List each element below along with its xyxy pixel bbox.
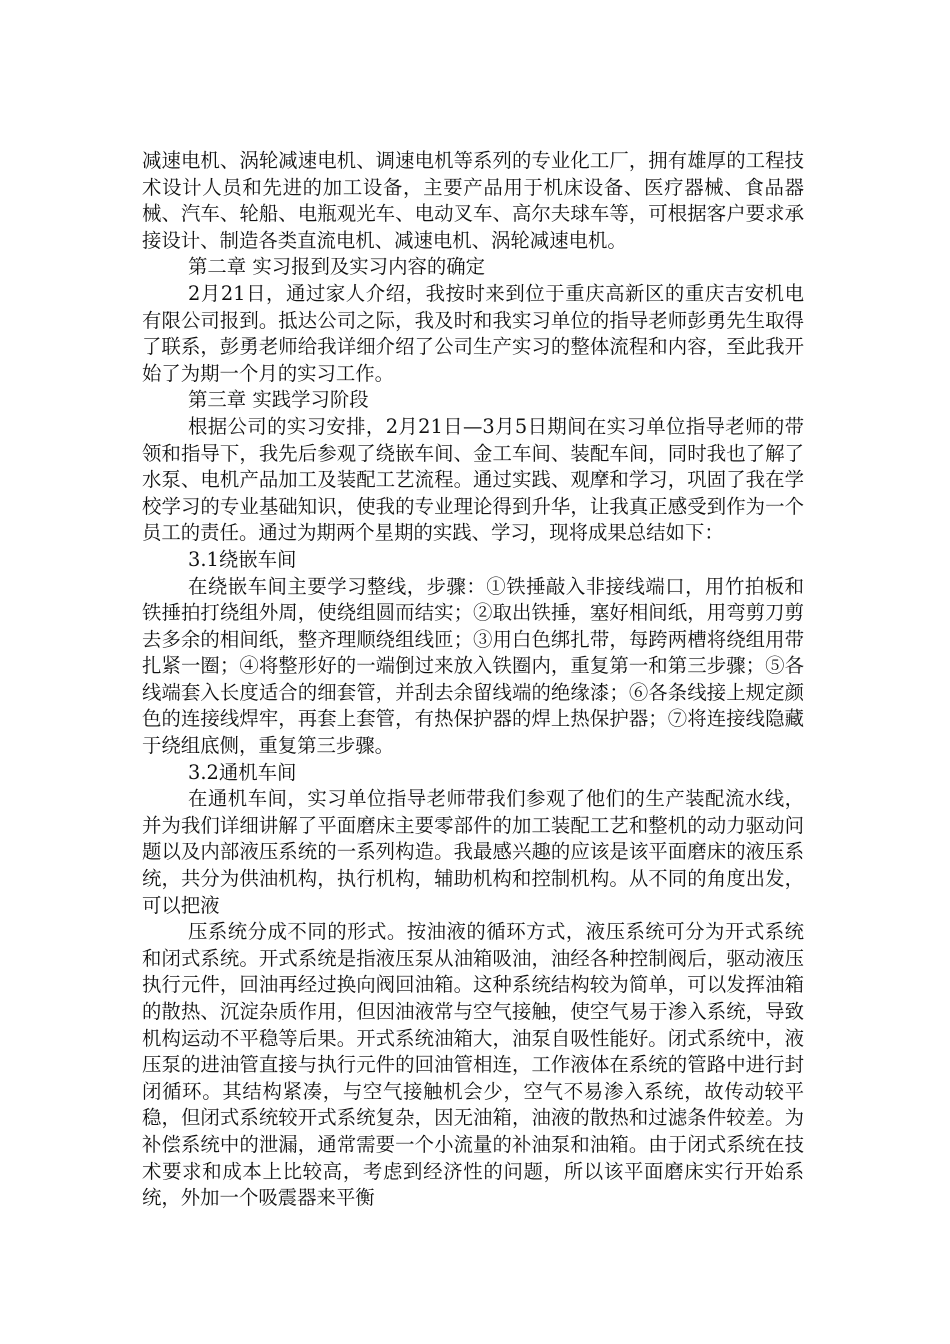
document-body <box>142 148 804 1212</box>
paragraph-hydraulic-system: 压系统分成不同的形式。按油液的循环方式，液压系统可分为开式系统和闭式系统。开式系统是指液压泵从油箱吸油，油经各种控制阀后，驱动液压执行元件，回油再经过换向阀回油箱。这种系统结构较为简单，可以发挥油箱的散热、沉淀杂质作用，但因油液常与空气接触，使空气易于渗入系统，导致机构运动不平稳等后果。开式系统油箱大，油泵自吸性能好。闭式系统中，液压泵的进油管直接与执行元件的回油管相连，工作液体在系统的管路中进行封闭循环。其结构紧凑，与空气接触机会少，空气不易渗入系统，故传动较平稳，但闭式系统较开式系统复杂，因无油箱，油液的散热和过滤条件较差。为补偿系统中的泄漏，通常需要一个小流量的补油泵和油箱。由于闭式系统在技术要求和成本上比较高，考虑到经济性的问题，所以该平面磨床实行开始系统，外加一个吸震器来平衡 <box>142 920 804 1210</box>
section-heading-general-machine-workshop: 3.2通机车间 <box>188 760 297 784</box>
chapter-heading-practice-stage: 第三章 实践学习阶段 <box>188 388 369 412</box>
paragraph-winding-steps: 在绕嵌车间主要学习整线，步骤：①铁捶敲入非接线端口，用竹拍板和铁捶拍打绕组外周，使绕组圆而结实；②取出铁捶，塞好相间纸，用弯剪刀剪去多余的相间纸，整齐理顺绕组线匝；③用白色绑扎带，每跨两槽将绕组用带扎紧一圈；④将整形好的一端倒过来放入铁圈内，重复第一和第三步骤；⑤各线端套入长度适合的细套管，并刮去余留线端的绝缘漆；⑥各条线接上规定颜色的连接线焊牢，再套上套管，有热保护器的焊上热保护器；⑦将连接线隐藏于绕组底侧，重复第三步骤。 <box>142 574 804 758</box>
paragraph-company-intro: 减速电机、涡轮减速电机、调速电机等系列的专业化工厂，拥有雄厚的工程技术设计人员和先进的加工设备，主要产品用于机床设备、医疗器械、食品器械、汽车、轮船、电瓶观光车、电动叉车、高尔夫球车等，可根据客户要求承接设计、制造各类直流电机、减速电机、涡轮减速电机。 <box>142 149 804 252</box>
paragraph-practice-overview: 根据公司的实习安排，2月21日—3月5日期间在实习单位指导老师的带领和指导下，我先后参观了绕嵌车间、金工车间、装配车间，同时我也了解了水泵、电机产品加工及装配工艺流程。通过实践、观摩和学习，巩固了我在学校学习的专业基础知识，使我的专业理论得到升华，让我真正感受到作为一个员工的责任。通过为期两个星期的实践、学习，现将成果总结如下： <box>142 414 804 545</box>
chapter-heading-internship-registration: 第二章 实习报到及实习内容的确定 <box>188 255 486 279</box>
paragraph-registration: 2月21日，通过家人介绍，我按时来到位于重庆高新区的重庆吉安机电有限公司报到。抵达公司之际，我及时和我实习单位的指导老师彭勇先生取得了联系，彭勇老师给我详细介绍了公司生产实习的整体流程和内容，至此我开始了为期一个月的实习工作。 <box>142 281 804 385</box>
section-heading-winding-workshop: 3.1绕嵌车间 <box>188 547 297 571</box>
paragraph-general-machine-workshop: 在通机车间，实习单位指导老师带我们参观了他们的生产装配流水线，并为我们详细讲解了平面磨床主要零部件的加工装配工艺和整机的动力驱动问题以及内部液压系统的一系列构造。我最感兴趣的应该是该平面磨床的液压系统，共分为供油机构，执行机构，辅助机构和控制机构。从不同的角度出发，可以把液 <box>142 787 804 917</box>
